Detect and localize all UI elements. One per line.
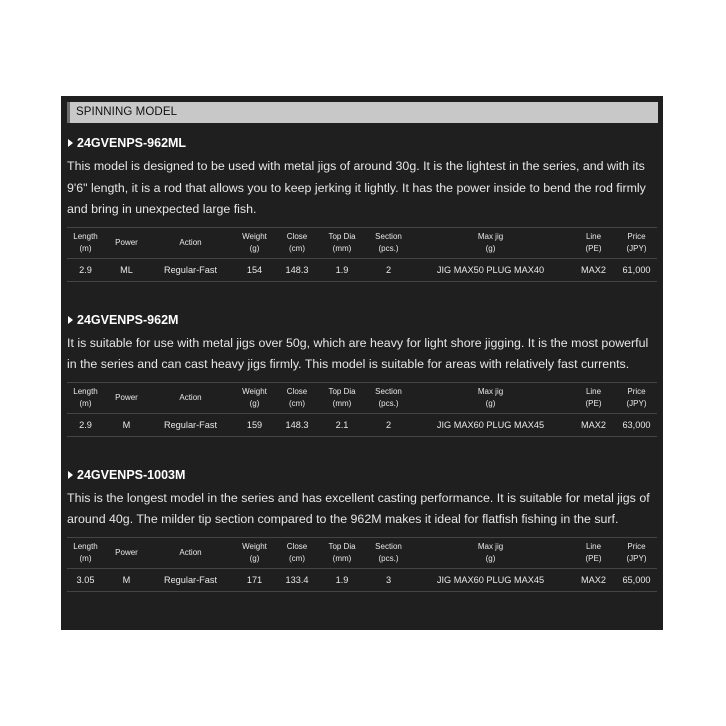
triangle-bullet-icon xyxy=(68,471,73,479)
cell-action: Regular-Fast xyxy=(149,258,232,281)
header-top-dia: Top Dia (mm) xyxy=(317,537,367,568)
cell-section: 2 xyxy=(367,258,410,281)
spec-header-row xyxy=(67,382,657,413)
header-close: Close (cm) xyxy=(277,382,317,413)
model-title xyxy=(67,135,658,151)
cell-weight: 171 xyxy=(232,568,277,591)
cell-length: 2.9 xyxy=(67,258,104,281)
model-title xyxy=(67,312,658,328)
cell-price: 65,000 xyxy=(616,568,657,591)
spec-table xyxy=(67,537,657,592)
spec-table xyxy=(67,382,657,437)
model-name: 24GVENPS-962ML xyxy=(77,136,187,150)
spec-table xyxy=(67,227,657,282)
triangle-bullet-icon xyxy=(68,316,73,324)
header-action: Action xyxy=(149,382,232,413)
cell-top-dia: 1.9 xyxy=(317,568,367,591)
model-block-1003m xyxy=(67,467,658,592)
cell-action: Regular-Fast xyxy=(149,568,232,591)
header-section: Section (pcs.) xyxy=(367,227,410,258)
model-name: 24GVENPS-962M xyxy=(77,312,179,327)
triangle-bullet-icon xyxy=(68,139,73,147)
cell-line: MAX2 xyxy=(571,413,616,436)
cell-power: ML xyxy=(104,258,149,281)
model-title xyxy=(67,467,658,483)
header-power: Power xyxy=(104,537,149,568)
header-weight: Weight (g) xyxy=(232,227,277,258)
cell-close: 148.3 xyxy=(277,258,317,281)
header-max-jig: Max jig (g) xyxy=(410,537,571,568)
header-price: Price (JPY) xyxy=(616,537,657,568)
cell-power: M xyxy=(104,413,149,436)
header-length: Length (m) xyxy=(67,227,104,258)
header-action: Action xyxy=(149,537,232,568)
header-close: Close (cm) xyxy=(277,227,317,258)
cell-weight: 159 xyxy=(232,413,277,436)
header-top-dia: Top Dia (mm) xyxy=(317,382,367,413)
header-line: Line (PE) xyxy=(571,382,616,413)
cell-top-dia: 2.1 xyxy=(317,413,367,436)
cell-max-jig: JIG MAX60 PLUG MAX45 xyxy=(410,568,571,591)
section-header: SPINNING MODEL xyxy=(67,102,658,123)
cell-price: 63,000 xyxy=(616,413,657,436)
table-row xyxy=(67,413,657,436)
cell-top-dia: 1.9 xyxy=(317,258,367,281)
header-section: Section (pcs.) xyxy=(367,537,410,568)
cell-section: 2 xyxy=(367,413,410,436)
header-line: Line (PE) xyxy=(571,227,616,258)
cell-max-jig: JIG MAX60 PLUG MAX45 xyxy=(410,413,571,436)
header-weight: Weight (g) xyxy=(232,537,277,568)
model-name: 24GVENPS-1003M xyxy=(77,467,186,482)
cell-length: 3.05 xyxy=(67,568,104,591)
header-price: Price (JPY) xyxy=(616,227,657,258)
cell-close: 133.4 xyxy=(277,568,317,591)
model-block-962ml xyxy=(67,135,658,282)
cell-close: 148.3 xyxy=(277,413,317,436)
cell-line: MAX2 xyxy=(571,258,616,281)
model-description: It is suitable for use with metal jigs over 50g, which are heavy for light shore jigging. It is the most powerful in the series and can cast heavy jigs firmly. This model is suitable for areas with relatively fast currents. xyxy=(67,335,649,371)
header-action: Action xyxy=(149,227,232,258)
header-length: Length (m) xyxy=(67,382,104,413)
cell-price: 61,000 xyxy=(616,258,657,281)
header-max-jig: Max jig (g) xyxy=(410,382,571,413)
header-length: Length (m) xyxy=(67,537,104,568)
table-row xyxy=(67,258,657,281)
table-row xyxy=(67,568,657,591)
model-block-962m xyxy=(67,312,658,437)
cell-weight: 154 xyxy=(232,258,277,281)
header-line: Line (PE) xyxy=(571,537,616,568)
header-weight: Weight (g) xyxy=(232,382,277,413)
header-max-jig: Max jig (g) xyxy=(410,227,571,258)
spec-header-row xyxy=(67,537,657,568)
cell-section: 3 xyxy=(367,568,410,591)
cell-power: M xyxy=(104,568,149,591)
spec-header-row xyxy=(67,227,657,258)
model-description: This model is designed to be used with metal jigs of around 30g. It is the lightest in the series, and with its 9'6" length, it is a rod that allows you to keep jerking it lightly. It has the power inside to bend the rod firmly and bring in unexpected large fish. xyxy=(67,159,646,216)
header-close: Close (cm) xyxy=(277,537,317,568)
cell-line: MAX2 xyxy=(571,568,616,591)
header-top-dia: Top Dia (mm) xyxy=(317,227,367,258)
spec-panel xyxy=(61,96,663,630)
header-power: Power xyxy=(104,382,149,413)
model-description: This is the longest model in the series and has excellent casting performance. It is suitable for metal jigs of around 40g. The milder tip section compared to the 962M makes it ideal for flatfish fishing in the surf. xyxy=(67,490,650,526)
header-price: Price (JPY) xyxy=(616,382,657,413)
cell-max-jig: JIG MAX50 PLUG MAX40 xyxy=(410,258,571,281)
header-section: Section (pcs.) xyxy=(367,382,410,413)
header-power: Power xyxy=(104,227,149,258)
cell-length: 2.9 xyxy=(67,413,104,436)
cell-action: Regular-Fast xyxy=(149,413,232,436)
